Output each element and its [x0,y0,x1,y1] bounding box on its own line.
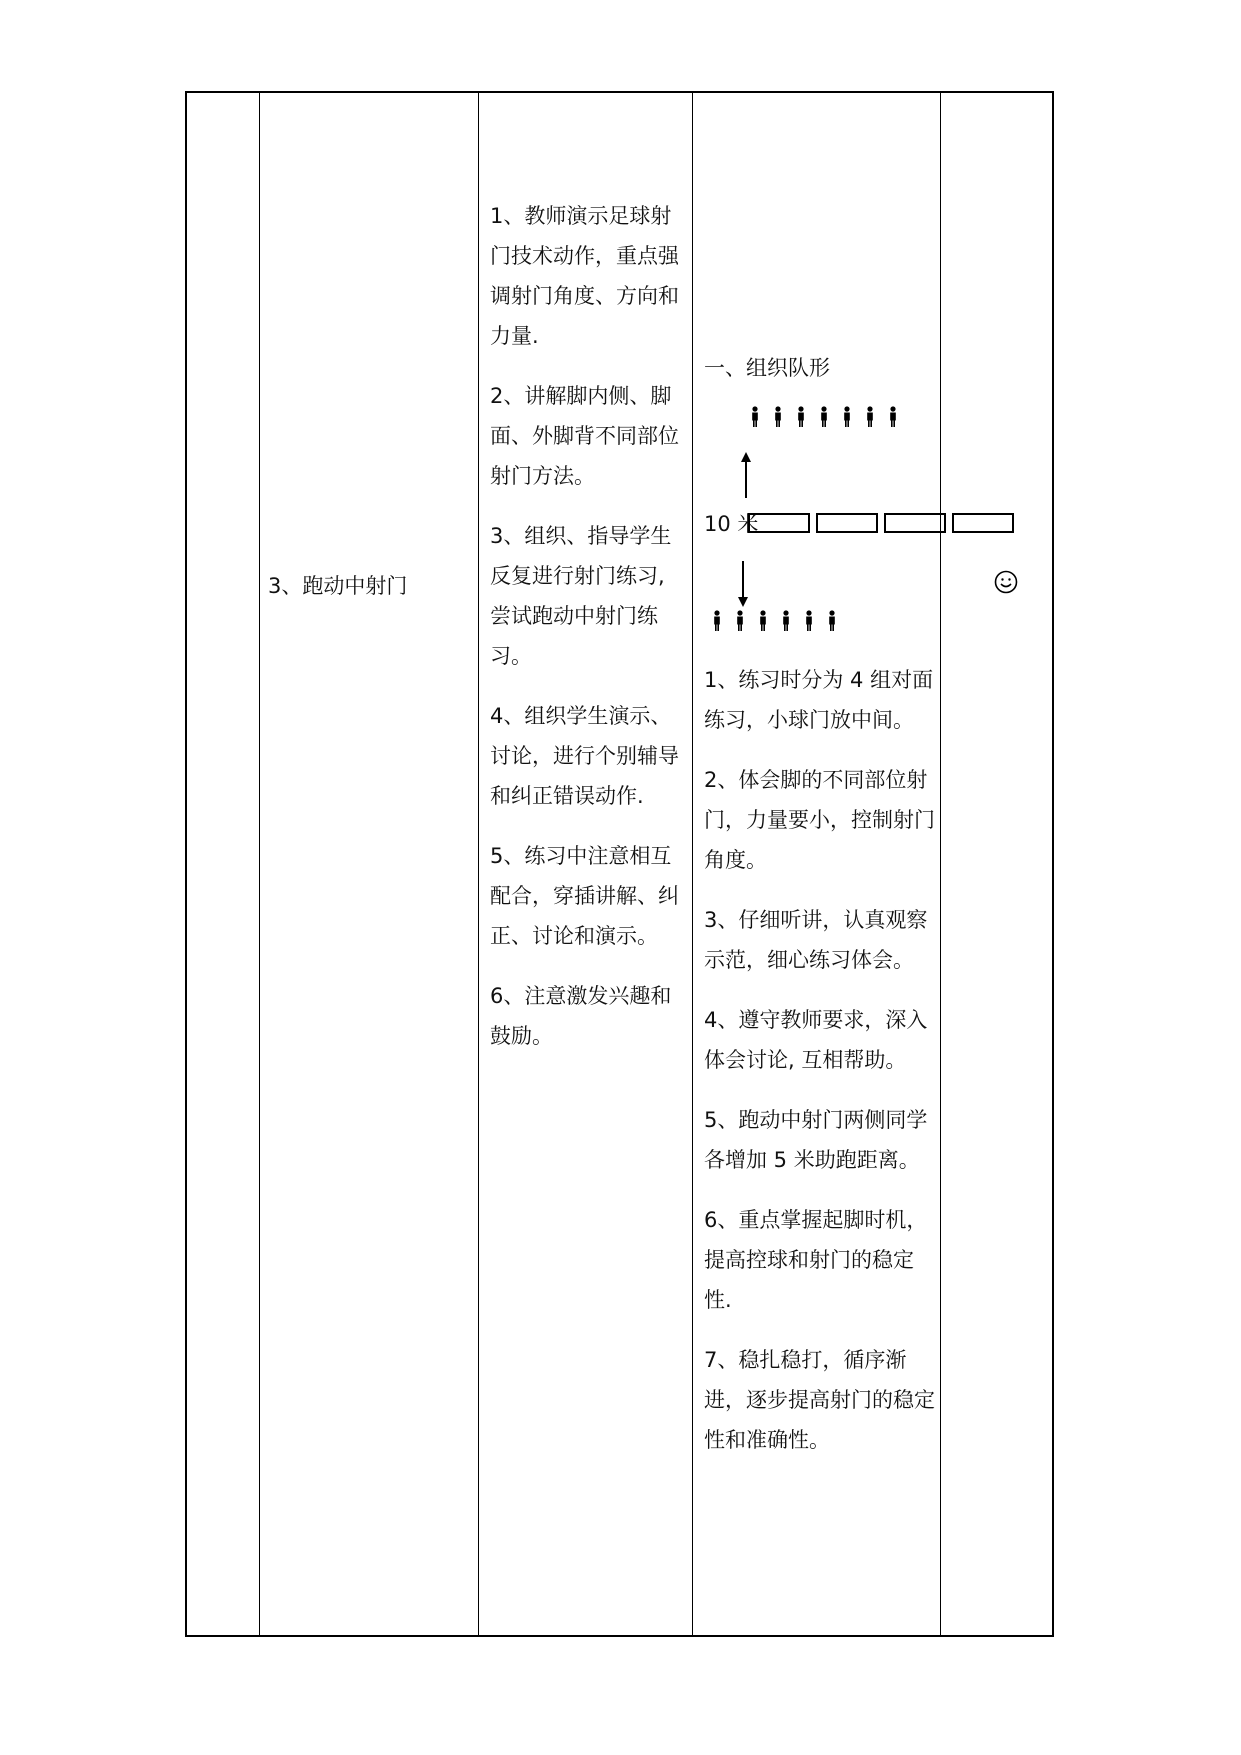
distance-label: 10 米 [704,512,759,536]
student-icon [797,610,820,632]
bottom-row-students [705,610,843,632]
student-icon [789,406,812,428]
column-divider [940,91,941,1637]
teacher-activities-cell [490,196,682,1076]
student-icon [820,610,843,632]
item-cell: 3、跑动中射门 [268,574,408,598]
student-icon [751,610,774,632]
requirement-item: 1、练习时分为 4 组对面练习，小球门放中间。 [704,668,934,732]
teacher-activity-item: 2、讲解脚内侧、脚面、外脚背不同部位射门方法。 [490,384,679,488]
organization-title: 一、组织队形 [704,356,830,380]
goal-icon [884,513,946,533]
requirement-item: 7、稳扎稳打，循序渐进，逐步提高射门的稳定性和准确性。 [704,1348,935,1452]
requirement-item: 3、仔细听讲，认真观察示范，细心练习体会。 [704,908,928,972]
requirement-item: 2、体会脚的不同部位射门，力量要小，控制射门角度。 [704,768,935,872]
column-divider [692,91,693,1637]
requirement-item: 5、跑动中射门两侧同学各增加 5 米助跑距离。 [704,1108,928,1172]
student-icon [881,406,904,428]
teacher-activity-item: 4、组织学生演示、讨论，进行个别辅导和纠正错误动作. [490,704,679,808]
student-requirements-cell [704,660,936,1480]
requirement-item: 4、遵守教师要求，深入体会讨论, 互相帮助。 [704,1008,928,1072]
student-icon [705,610,728,632]
teacher-activity-item: 5、练习中注意相互配合，穿插讲解、纠正、讨论和演示。 [490,844,679,948]
teacher-activity-item: 1、教师演示足球射门技术动作，重点强调射门角度、方向和力量. [490,204,679,348]
top-row-students [743,406,904,428]
goal-icon [816,513,878,533]
student-icon [766,406,789,428]
down-arrow-icon [735,561,751,607]
student-icon [774,610,797,632]
teacher-activity-item: 6、注意激发兴趣和鼓励。 [490,984,672,1048]
requirement-item: 6、重点掌握起脚时机，提高控球和射门的稳定性. [704,1208,928,1312]
goal-icon [952,513,1014,533]
small-goals [748,513,1014,533]
goal-icon [748,513,810,533]
student-icon [858,406,881,428]
student-icon [743,406,766,428]
teacher-activity-item: 3、组织、指导学生反复进行射门练习, 尝试跑动中射门练习。 [490,524,672,668]
column-divider [478,91,479,1637]
student-icon [812,406,835,428]
smiley-icon [994,570,1018,594]
student-icon [835,406,858,428]
student-icon [728,610,751,632]
column-divider [259,91,260,1637]
up-arrow-icon [738,452,754,498]
